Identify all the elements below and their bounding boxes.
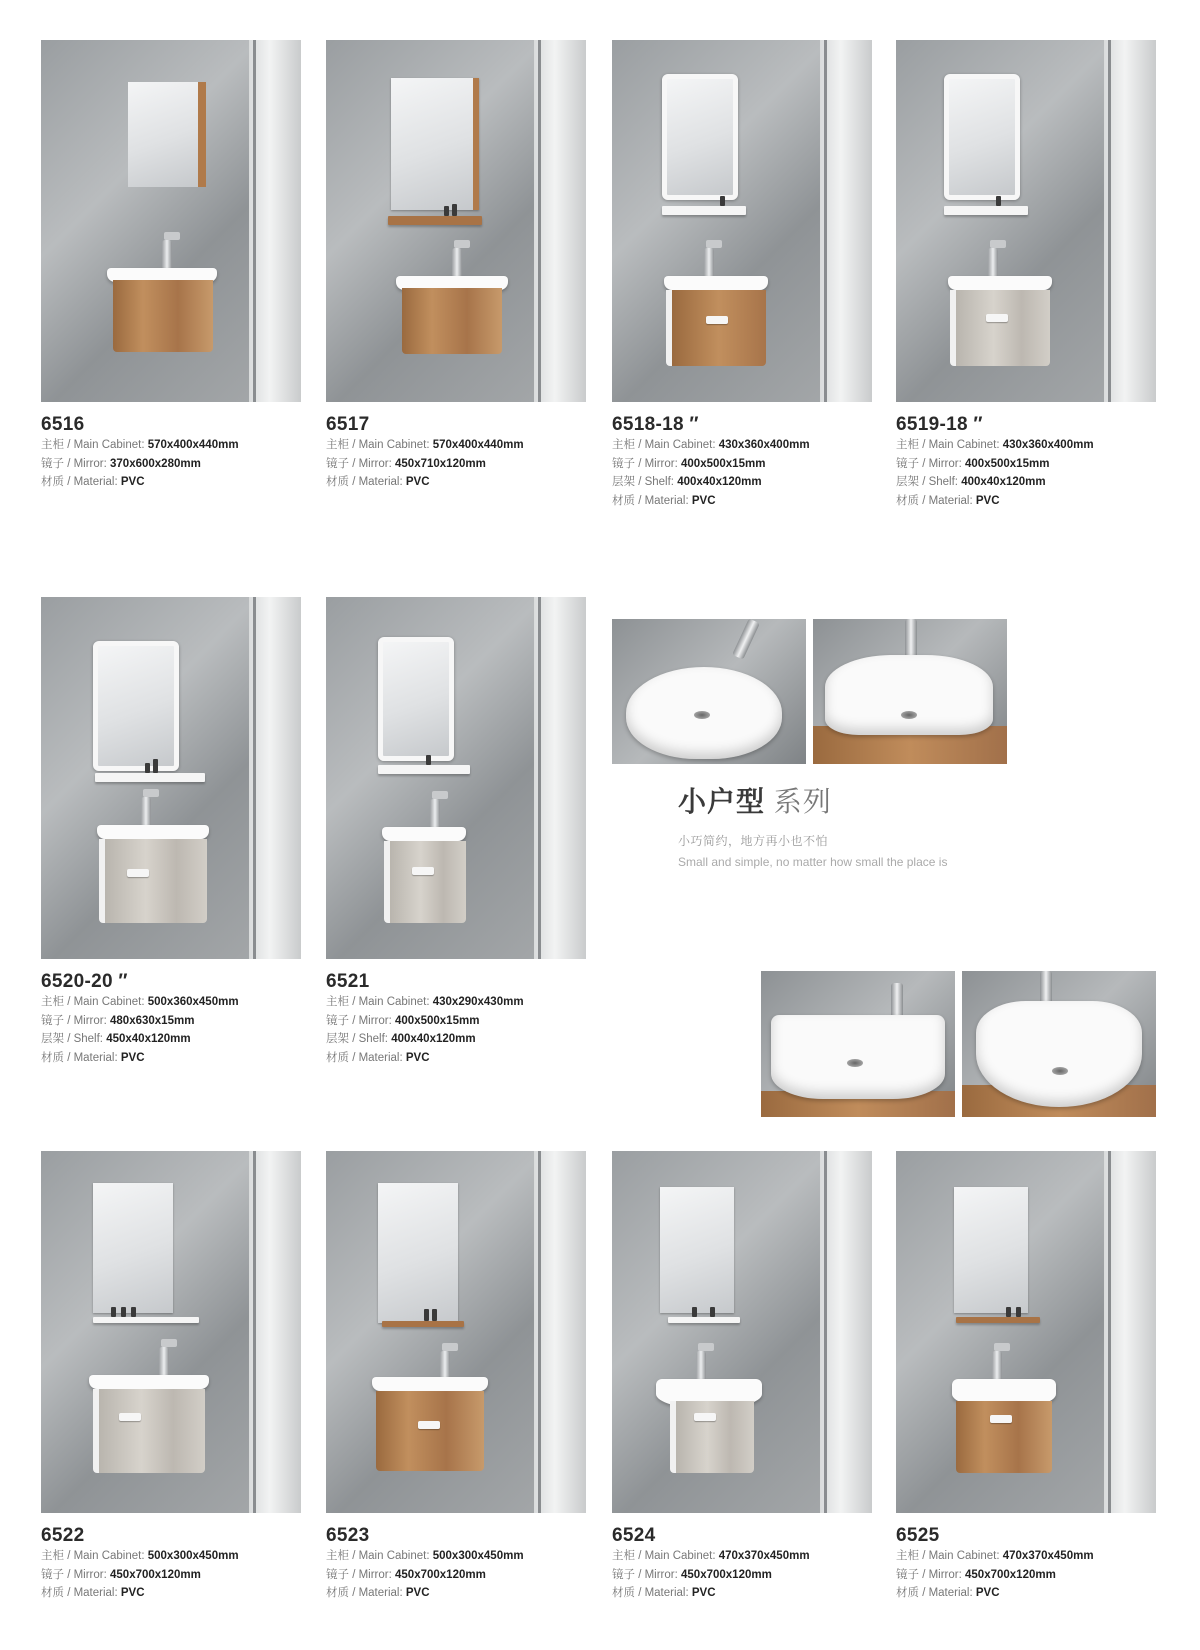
spec-label: 材质 / Material: <box>612 1587 689 1599</box>
detail-photo-basin-2 <box>813 619 1007 764</box>
spec-label: 镜子 / Mirror: <box>41 1568 107 1581</box>
spec-label: 主柜 / Main Cabinet: <box>41 996 145 1008</box>
model-number: 6516 <box>41 414 85 435</box>
spec-line <box>896 1547 1156 1566</box>
spec-label: 层架 / Shelf: <box>896 476 958 488</box>
product-photo <box>896 40 1156 402</box>
spec-line <box>896 436 1156 455</box>
spec-label: 层架 / Shelf: <box>41 1033 103 1045</box>
spec-value: 500x360x450mm <box>147 996 239 1008</box>
spec-line <box>326 1584 586 1603</box>
spec-value: 570x400x440mm <box>432 439 524 451</box>
product-card-6521 <box>326 597 586 1067</box>
spec-value: 500x300x450mm <box>432 1550 524 1562</box>
spec-value: 450x700x120mm <box>395 1568 486 1581</box>
spec-label: 材质 / Material: <box>41 1587 118 1599</box>
spec-line <box>612 455 872 474</box>
spec-value: 470x370x450mm <box>1002 1550 1094 1562</box>
spec-line <box>612 1547 872 1566</box>
detail-photo-basin-4 <box>962 971 1156 1117</box>
product-card-6523 <box>326 1151 586 1603</box>
spec-label: 材质 / Material: <box>326 476 403 488</box>
spec-value: PVC <box>120 1051 145 1064</box>
spec-value: 470x370x450mm <box>718 1550 810 1562</box>
spec-value: 480x630x15mm <box>110 1014 195 1027</box>
model-number: 6519-18 ″ <box>896 414 983 435</box>
product-card-6524 <box>612 1151 872 1603</box>
model-number: 6518-18 ″ <box>612 414 699 435</box>
spec-label: 镜子 / Mirror: <box>612 457 678 470</box>
product-card-6522 <box>41 1151 301 1603</box>
spec-line <box>326 436 586 455</box>
spec-line <box>896 455 1156 474</box>
spec-line <box>326 455 586 474</box>
product-photo <box>612 40 872 402</box>
detail-photo-basin-3 <box>761 971 955 1117</box>
spec-line <box>41 436 301 455</box>
spec-label: 主柜 / Main Cabinet: <box>326 1550 430 1562</box>
spec-label: 主柜 / Main Cabinet: <box>41 439 145 451</box>
spec-value: 430x360x400mm <box>718 439 810 451</box>
spec-line <box>612 473 872 492</box>
spec-value: 500x300x450mm <box>147 1550 239 1562</box>
spec-label: 材质 / Material: <box>896 1587 973 1599</box>
spec-label: 主柜 / Main Cabinet: <box>612 1550 716 1562</box>
model-number: 6517 <box>326 414 370 435</box>
spec-value: 400x40x120mm <box>677 476 762 488</box>
spec-label: 层架 / Shelf: <box>612 476 674 488</box>
spec-value: PVC <box>405 1051 430 1064</box>
spec-value: PVC <box>691 494 716 507</box>
spec-line <box>612 1584 872 1603</box>
product-card-6520-20 <box>41 597 301 1067</box>
product-card-6525 <box>896 1151 1156 1603</box>
spec-value: PVC <box>691 1587 716 1599</box>
spec-value: 400x500x15mm <box>395 1014 480 1027</box>
spec-label: 材质 / Material: <box>326 1587 403 1599</box>
model-number: 6524 <box>612 1525 656 1546</box>
product-photo <box>326 40 586 402</box>
spec-label: 镜子 / Mirror: <box>896 457 962 470</box>
spec-label: 主柜 / Main Cabinet: <box>896 439 1000 451</box>
model-number: 6523 <box>326 1525 370 1546</box>
product-card-6519-18 <box>896 40 1156 510</box>
series-subtitle-en: Small and simple, no matter how small the place is <box>678 855 948 869</box>
spec-label: 材质 / Material: <box>326 1051 403 1064</box>
spec-label: 镜子 / Mirror: <box>612 1568 678 1581</box>
spec-line <box>41 993 301 1012</box>
product-card-6518-18 <box>612 40 872 510</box>
spec-label: 主柜 / Main Cabinet: <box>326 996 430 1008</box>
spec-line <box>612 492 872 511</box>
spec-value: 570x400x440mm <box>147 439 239 451</box>
product-photo <box>41 597 301 959</box>
spec-value: PVC <box>120 1587 145 1599</box>
spec-value: 430x360x400mm <box>1002 439 1094 451</box>
detail-photo-basin-1 <box>612 619 806 764</box>
spec-label: 材质 / Material: <box>41 1051 118 1064</box>
spec-value: 370x600x280mm <box>110 457 201 470</box>
spec-line <box>326 1030 586 1049</box>
model-number: 6521 <box>326 971 370 992</box>
spec-line <box>326 1547 586 1566</box>
spec-label: 镜子 / Mirror: <box>326 1014 392 1027</box>
spec-label: 主柜 / Main Cabinet: <box>326 439 430 451</box>
series-title: 小户型 系列 <box>678 786 832 817</box>
spec-line <box>41 473 301 492</box>
model-number: 6525 <box>896 1525 940 1546</box>
spec-value: PVC <box>405 1587 430 1599</box>
model-number: 6522 <box>41 1525 85 1546</box>
model-number: 6520-20 ″ <box>41 971 128 992</box>
product-photo <box>41 40 301 402</box>
spec-value: 400x500x15mm <box>681 457 766 470</box>
product-photo <box>326 597 586 959</box>
spec-line <box>612 436 872 455</box>
spec-value: 450x700x120mm <box>681 1568 772 1581</box>
spec-line <box>326 473 586 492</box>
spec-line <box>326 1566 586 1585</box>
spec-label: 主柜 / Main Cabinet: <box>896 1550 1000 1562</box>
spec-line <box>41 455 301 474</box>
spec-value: 400x40x120mm <box>391 1033 476 1045</box>
spec-line <box>326 1012 586 1031</box>
series-subtitle-cn: 小巧简约，地方再小也不怕 <box>678 834 829 848</box>
spec-value: PVC <box>405 476 430 488</box>
spec-line <box>41 1547 301 1566</box>
spec-value: 450x710x120mm <box>395 457 486 470</box>
spec-value: 430x290x430mm <box>432 996 524 1008</box>
spec-value: 450x40x120mm <box>106 1033 191 1045</box>
spec-line <box>612 1566 872 1585</box>
spec-label: 材质 / Material: <box>41 476 118 488</box>
series-heading <box>678 780 947 869</box>
spec-line <box>326 993 586 1012</box>
spec-label: 镜子 / Mirror: <box>41 457 107 470</box>
spec-value: PVC <box>975 1587 1000 1599</box>
product-photo <box>41 1151 301 1513</box>
spec-value: 400x40x120mm <box>961 476 1046 488</box>
spec-label: 材质 / Material: <box>896 494 973 507</box>
spec-line <box>896 492 1156 511</box>
product-card-6517 <box>326 40 586 492</box>
spec-line <box>41 1049 301 1068</box>
spec-value: PVC <box>120 476 145 488</box>
spec-value: PVC <box>975 494 1000 507</box>
product-photo <box>326 1151 586 1513</box>
spec-line <box>896 473 1156 492</box>
spec-value: 450x700x120mm <box>965 1568 1056 1581</box>
spec-label: 镜子 / Mirror: <box>326 457 392 470</box>
spec-line <box>41 1012 301 1031</box>
spec-value: 450x700x120mm <box>110 1568 201 1581</box>
spec-line <box>896 1584 1156 1603</box>
spec-line <box>896 1566 1156 1585</box>
spec-label: 主柜 / Main Cabinet: <box>612 439 716 451</box>
product-photo <box>612 1151 872 1513</box>
spec-line <box>41 1566 301 1585</box>
spec-label: 材质 / Material: <box>612 494 689 507</box>
spec-label: 主柜 / Main Cabinet: <box>41 1550 145 1562</box>
spec-label: 镜子 / Mirror: <box>896 1568 962 1581</box>
spec-line <box>41 1030 301 1049</box>
spec-value: 400x500x15mm <box>965 457 1050 470</box>
product-photo <box>896 1151 1156 1513</box>
spec-line <box>41 1584 301 1603</box>
spec-label: 镜子 / Mirror: <box>41 1014 107 1027</box>
spec-line <box>326 1049 586 1068</box>
product-card-6516 <box>41 40 301 492</box>
spec-label: 层架 / Shelf: <box>326 1033 388 1045</box>
spec-label: 镜子 / Mirror: <box>326 1568 392 1581</box>
